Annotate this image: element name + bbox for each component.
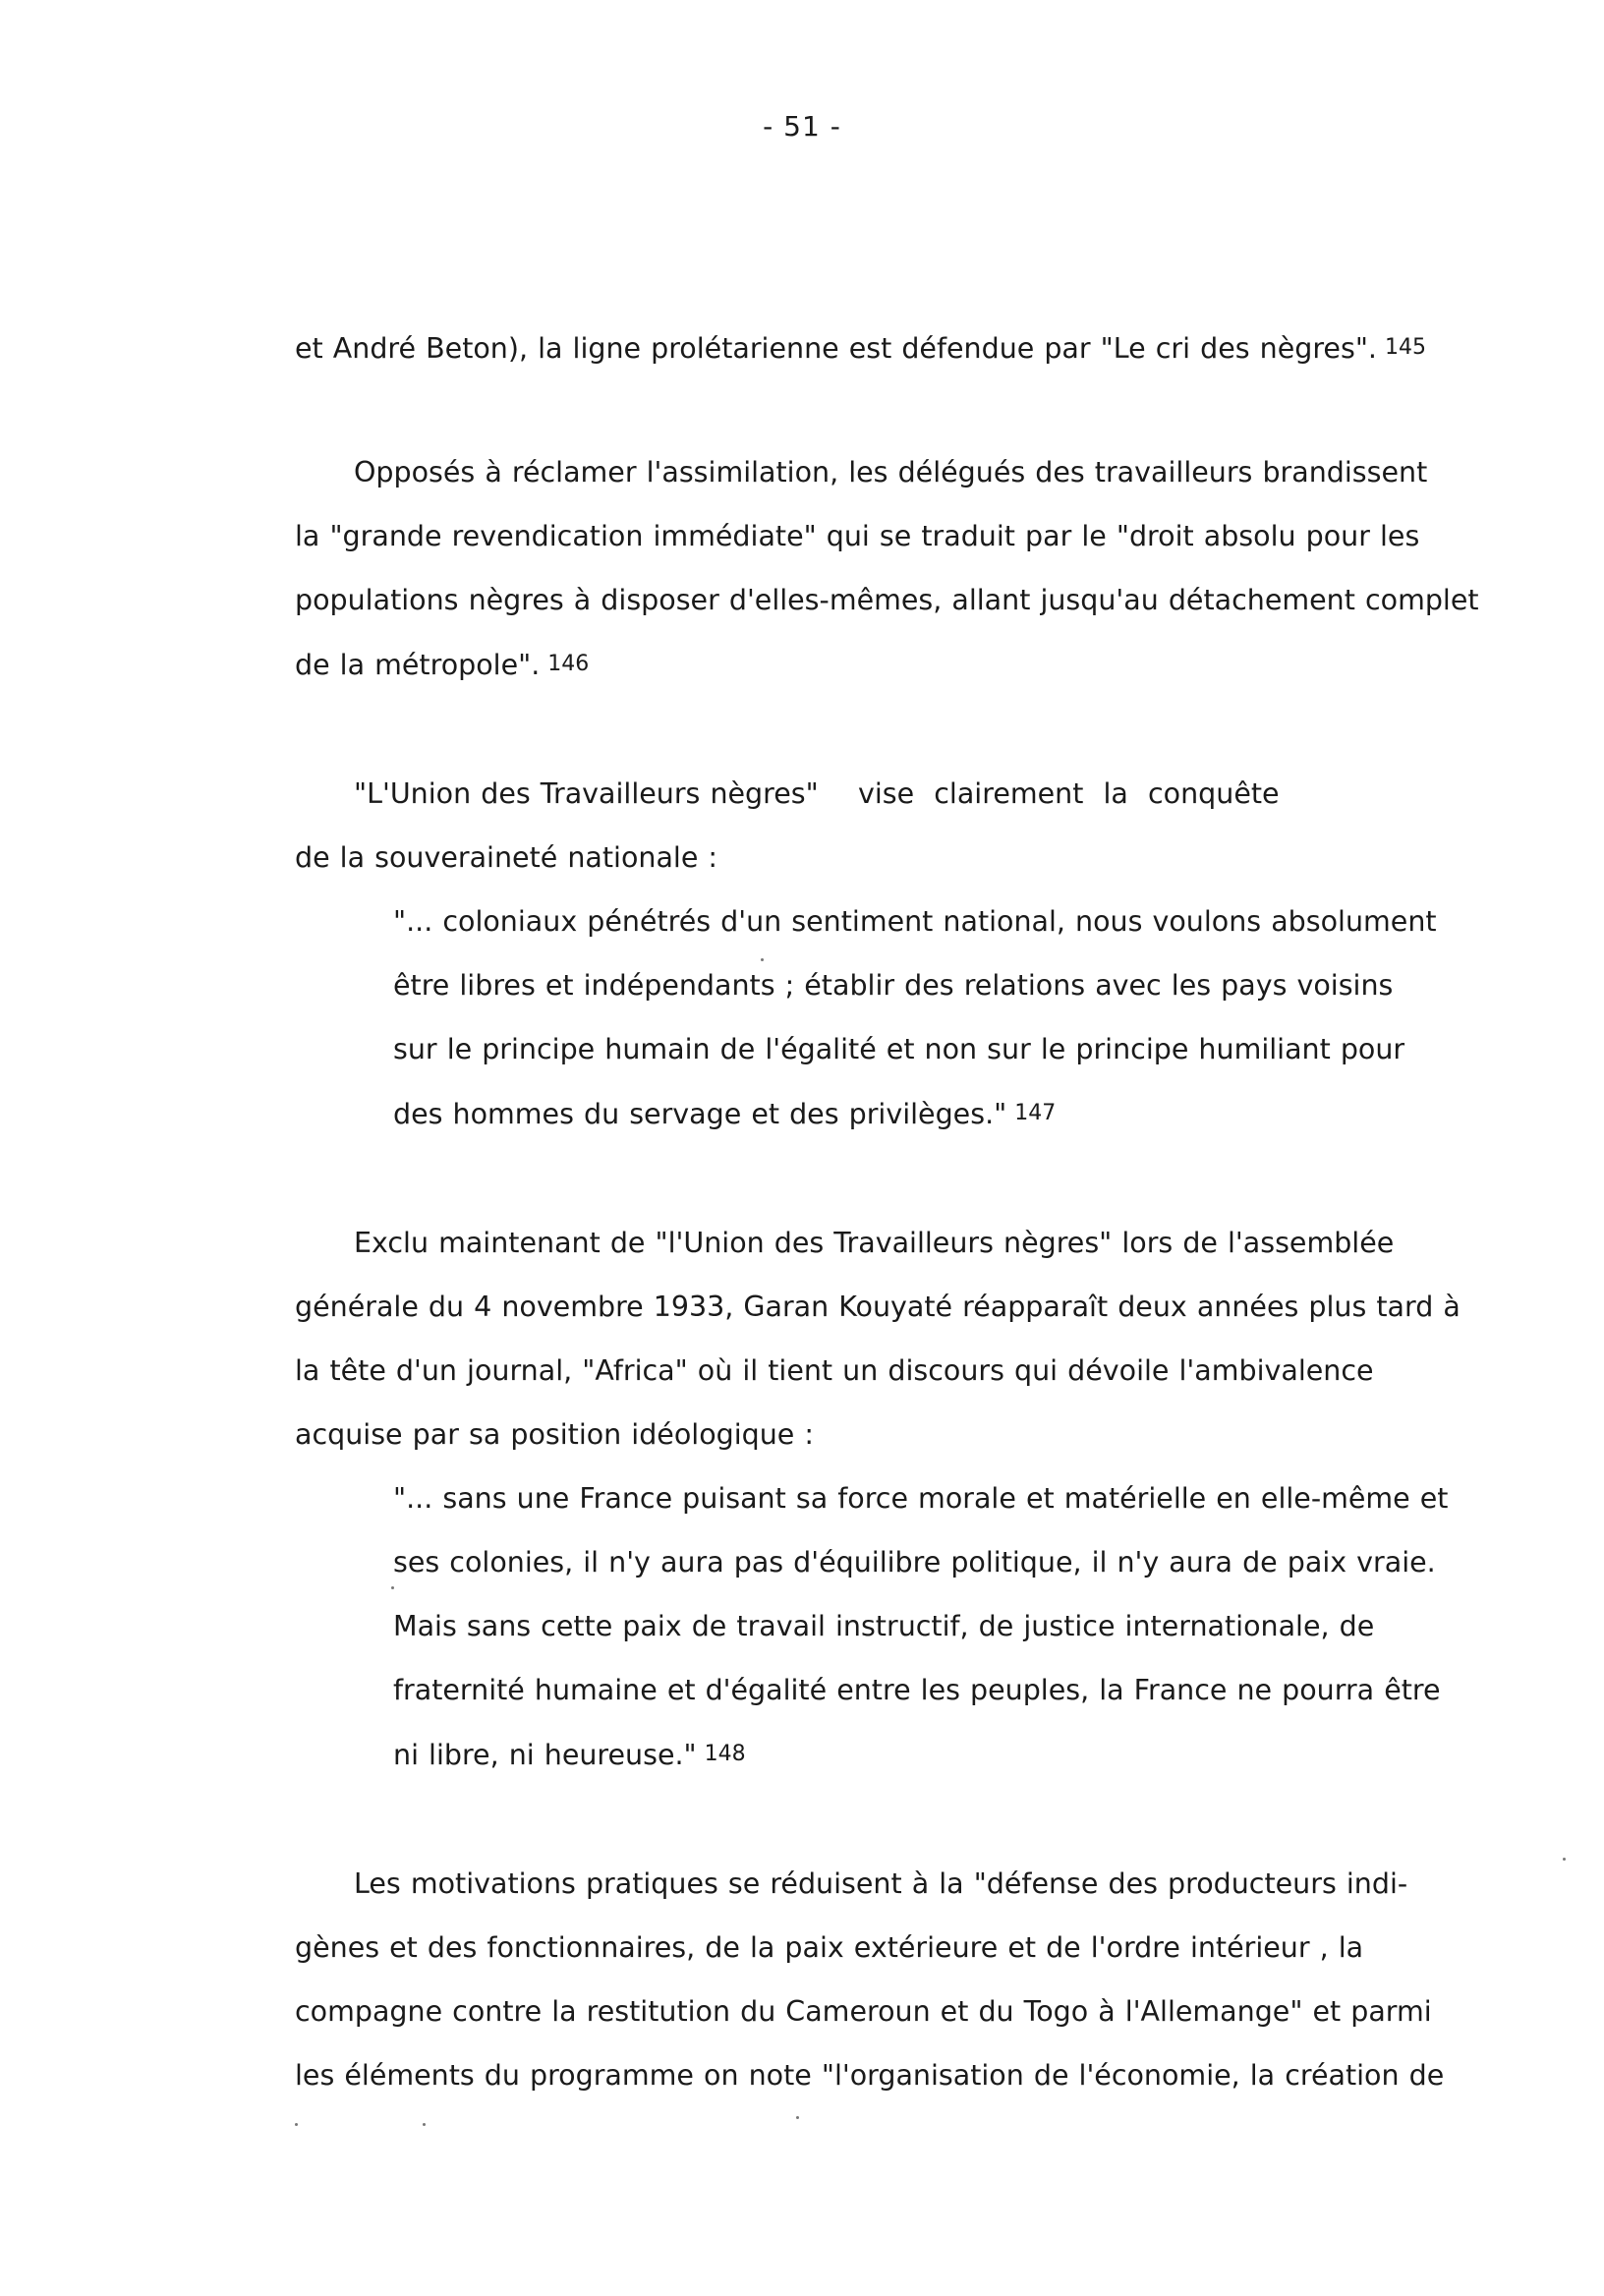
text-run: de la métropole". xyxy=(295,649,541,681)
quote-line: "... coloniaux pénétrés d'un sentiment national, nous voulons absolument xyxy=(393,905,1437,938)
quote-line: fraternité humaine et d'égalité entre les peuples, la France ne pourra être xyxy=(393,1674,1441,1706)
quote-line: "... sans une France puisant sa force morale et matérielle en elle-même et xyxy=(393,1482,1449,1515)
quote-line: sur le principe humain de l'égalité et non sur le principe humiliant pour xyxy=(393,1033,1405,1065)
paragraph-line: acquise par sa position idéologique : xyxy=(295,1418,814,1451)
paragraph-line: gènes et des fonctionnaires, de la paix extérieure et de l'ordre intérieur , la xyxy=(295,1931,1364,1964)
text-run: ni libre, ni heureuse." xyxy=(393,1739,697,1771)
quote-line xyxy=(393,1738,746,1772)
scan-speck xyxy=(1563,1858,1566,1861)
quote-line xyxy=(393,1097,1056,1131)
page-number: - 51 - xyxy=(763,110,841,143)
scan-speck xyxy=(796,2116,799,2119)
quote-line: Mais sans cette paix de travail instructif, de justice internationale, de xyxy=(393,1610,1375,1642)
quote-line: être libres et indépendants ; établir des relations avec les pays voisins xyxy=(393,969,1394,1002)
paragraph-line: compagne contre la restitution du Cameroun et du Togo à l'Allemange" et parmi xyxy=(295,1995,1432,2028)
scan-speck xyxy=(761,958,764,961)
paragraph-line: les éléments du programme on note "l'organisation de l'économie, la création de xyxy=(295,2059,1445,2092)
paragraph-line: Exclu maintenant de "l'Union des Travailleurs nègres" lors de l'assemblée xyxy=(354,1227,1395,1259)
paragraph-line: Les motivations pratiques se réduisent à la "défense des producteurs indi- xyxy=(354,1867,1408,1900)
paragraph-line: "L'Union des Travailleurs nègres" vise clairement la conquête xyxy=(354,777,1280,810)
scan-speck xyxy=(423,2123,426,2126)
footnote-ref: 147 xyxy=(1014,1101,1057,1125)
paragraph-line: générale du 4 novembre 1933, Garan Kouyaté réapparaît deux années plus tard à xyxy=(295,1291,1461,1323)
paragraph-line: Opposés à réclamer l'assimilation, les délégués des travailleurs brandissent xyxy=(354,456,1428,488)
paragraph-line: de la souveraineté nationale : xyxy=(295,841,718,874)
scan-speck xyxy=(295,2123,298,2126)
scan-speck xyxy=(391,1586,394,1589)
text-run: et André Beton), la ligne prolétarienne est défendue par "Le cri des nègres". xyxy=(295,332,1377,365)
text-run: des hommes du servage et des privilèges." xyxy=(393,1098,1007,1130)
quote-line: ses colonies, il n'y aura pas d'équilibre politique, il n'y aura de paix vraie. xyxy=(393,1546,1436,1578)
paragraph-line: la "grande revendication immédiate" qui se traduit par le "droit absolu pour les xyxy=(295,520,1420,552)
footnote-ref: 148 xyxy=(704,1742,746,1766)
paragraph-line: la tête d'un journal, "Africa" où il tient un discours qui dévoile l'ambivalence xyxy=(295,1354,1374,1387)
footnote-ref: 146 xyxy=(547,652,590,676)
paragraph-line xyxy=(295,331,1426,366)
footnote-ref: 145 xyxy=(1384,335,1426,360)
paragraph-line xyxy=(295,648,589,682)
paragraph-line: populations nègres à disposer d'elles-mêmes, allant jusqu'au détachement complet xyxy=(295,584,1479,616)
